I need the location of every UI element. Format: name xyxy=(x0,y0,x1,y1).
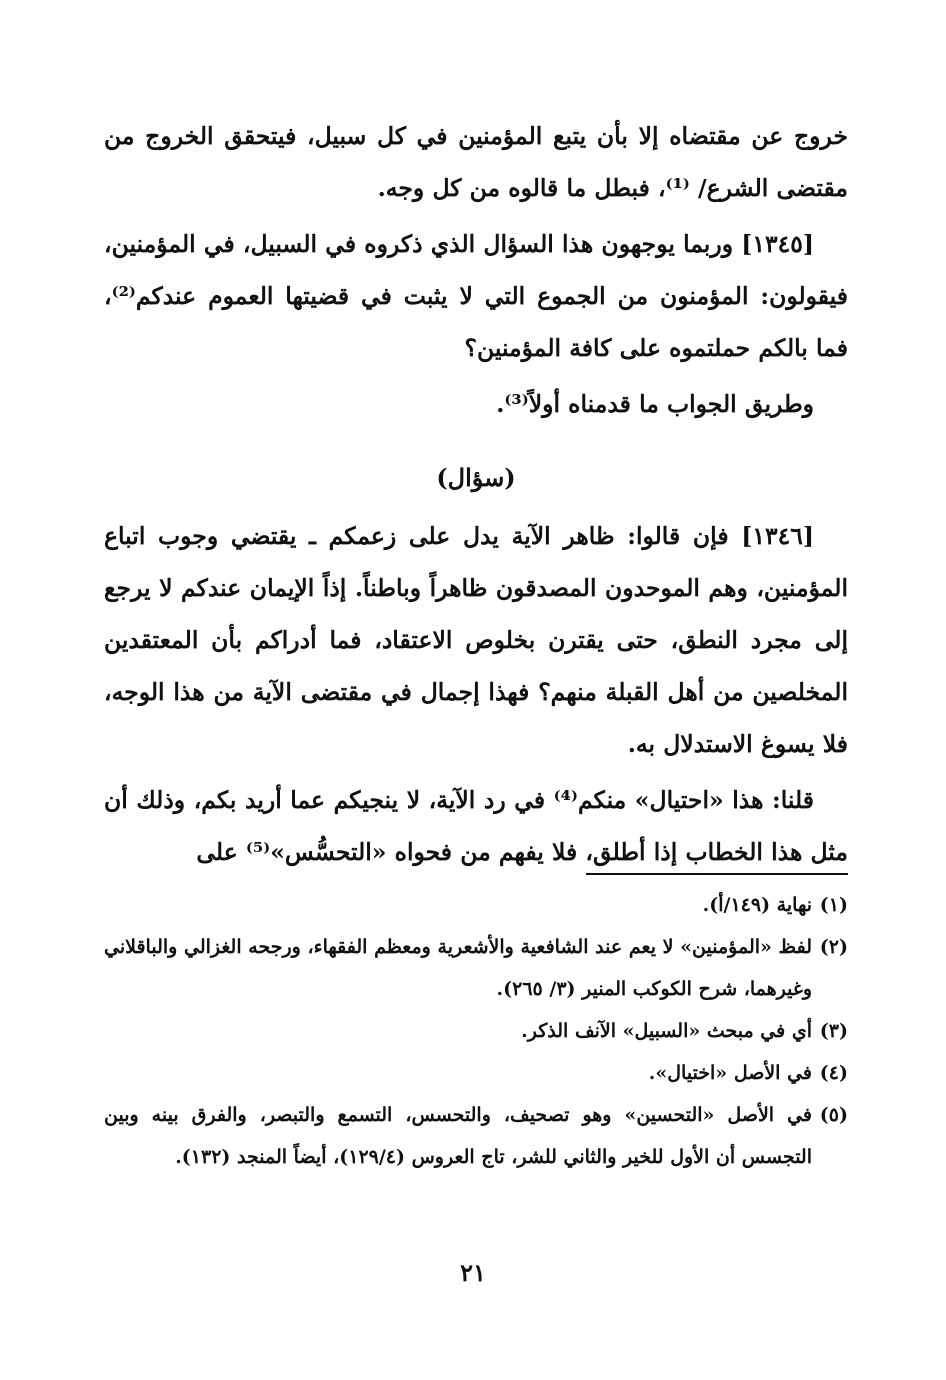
paragraph-1: خروج عن مقتضاه إلا بأن يتبع المؤمنين في كل سبيل، فيتحقق الخروج من مقتضى الشرع/ ⁽¹⁾، فبطل ما قالوه من كل وجه. xyxy=(104,122,848,202)
page-number: ٢١ xyxy=(460,1258,486,1287)
footnote-text: أي في مبحث «السبيل» الآنف الذكر. xyxy=(521,1020,812,1042)
footnote-item xyxy=(104,1094,848,1178)
footnote-item xyxy=(104,1010,848,1052)
paragraph-reply: قلنا: هذا «احتيال» منكم⁽⁴⁾ في رد الآية، لا ينجيكم عما أريد بكم، وذلك أن مثل هذا الخطاب إذا أطلق، فلا يفهم من فحواه «التحسُّس»⁽⁵⁾ على xyxy=(104,786,848,866)
paragraph-answer: وطريق الجواب ما قدمناه أولاً⁽³⁾. xyxy=(496,390,814,418)
footnotes xyxy=(104,884,848,1178)
footnote-number: (٥) xyxy=(819,1104,848,1126)
footnote-item xyxy=(104,884,848,926)
footnote-text: في الأصل «اختيال». xyxy=(648,1062,812,1084)
main-text xyxy=(104,110,848,882)
footnote-number: (٤) xyxy=(819,1062,848,1084)
footnote-text: نهاية (١٤٩/أ). xyxy=(702,894,812,916)
footnote-number: (٢) xyxy=(819,936,848,958)
paragraph-1346: [١٣٤٦] فإن قالوا: ظاهر الآية يدل على زعمكم ـ يقتضي وجوب اتباع المؤمنين، وهم الموحدون المصدقون ظاهراً وباطناً. إذاً الإيمان عندكم لا يرجع إلى مجرد النطق، حتى يقترن بخلوص الاعتقاد، فما أدراكم بأن المعتقدين المخلصين من أهل القبلة منهم؟ فهذا إجمال في مقتضى الآية من هذا الوجه، فلا يسوغ الاستدلال به. xyxy=(104,522,848,758)
footnote-item xyxy=(104,926,848,1010)
footnote-text: في الأصل «التحسين» وهو تصحيف، والتحسس، التسمع والتبصر، والفرق بينه وبين التجسس أن الأول للخير والثاني للشر، تاج العروس (١٢٩/٤)، أيضاً المنجد (١٣٢). xyxy=(104,1104,812,1168)
footnote-divider xyxy=(586,873,848,875)
footnote-number: (٣) xyxy=(819,1020,848,1042)
footnote-text: لفظ «المؤمنين» لا يعم عند الشافعية والأشعرية ومعظم الفقهاء، ورجحه الغزالي والباقلاني وغيرهما، شرح الكوكب المنير (٣/ ٢٦٥). xyxy=(104,936,812,1000)
footnote-number: (١) xyxy=(819,894,848,916)
paragraph-1345: [١٣٤٥] وربما يوجهون هذا السؤال الذي ذكروه في السبيل، في المؤمنين، فيقولون: المؤمنون من الجموع التي لا يثبت في قضيتها العموم عندكم⁽²⁾، فما بالكم حملتموه على كافة المؤمنين؟ xyxy=(104,230,848,362)
footnote-item xyxy=(104,1052,848,1094)
section-heading: (سؤال) xyxy=(436,463,516,492)
